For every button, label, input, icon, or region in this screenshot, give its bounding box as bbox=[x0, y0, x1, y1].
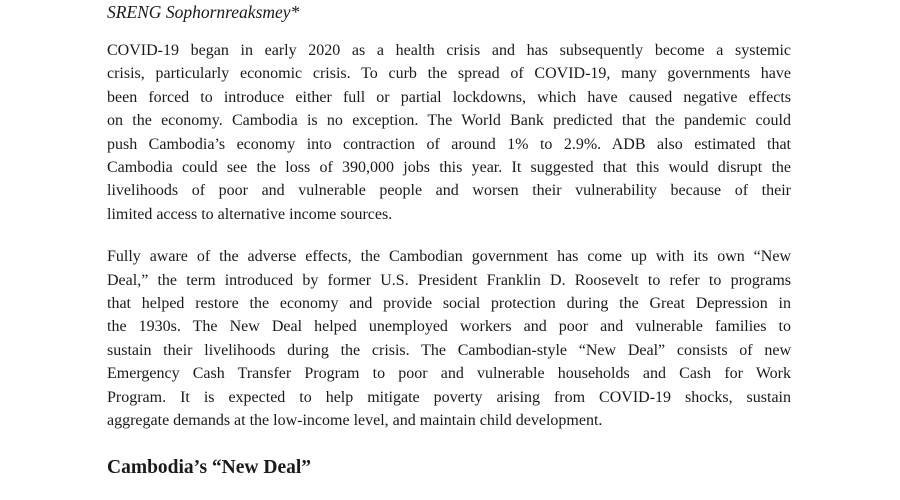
text-line: Cambodia could see the loss of 390,000 jobs this year. It suggested that this would disrupt the bbox=[107, 159, 791, 177]
text-line: push Cambodia’s economy into contraction of around 1% to 2.9%. ADB also estimated that bbox=[107, 135, 791, 153]
text-line: limited access to alternative income sources. bbox=[107, 205, 393, 223]
section-heading: Cambodia’s “New Deal” bbox=[107, 456, 312, 478]
text-line: been forced to introduce either full or partial lockdowns, which have caused negative effects bbox=[107, 88, 791, 106]
text-line: Deal,” the term introduced by former U.S. President Franklin D. Roosevelt to refer to programs bbox=[107, 271, 791, 289]
text-line: on the economy. Cambodia is no exception. The World Bank predicted that the pandemic could bbox=[107, 112, 791, 130]
paragraph bbox=[107, 39, 791, 226]
text-line: the 1930s. The New Deal helped unemployed workers and poor and vulnerable families to bbox=[107, 318, 791, 336]
text-line: crisis, particularly economic crisis. To curb the spread of COVID-19, many governments have bbox=[107, 65, 791, 83]
document-content bbox=[107, 0, 791, 481]
text-line: that helped restore the economy and provide social protection during the Great Depression in bbox=[107, 295, 791, 313]
paragraph bbox=[107, 245, 791, 432]
text-line: Fully aware of the adverse effects, the Cambodian government has come up with its own “New bbox=[107, 248, 791, 266]
text-line: livelihoods of poor and vulnerable people and worsen their vulnerability because of their bbox=[107, 182, 791, 200]
text-line: sustain their livelihoods during the crisis. The Cambodian-style “New Deal” consists of new bbox=[107, 341, 791, 359]
text-line: Program. It is expected to help mitigate poverty arising from COVID-19 shocks, sustain bbox=[107, 388, 791, 406]
text-line: Emergency Cash Transfer Program to poor and vulnerable households and Cash for Work bbox=[107, 365, 791, 383]
author-byline: SRENG Sophornreaksmey* bbox=[107, 2, 300, 22]
text-line: aggregate demands at the low-income level, and maintain child development. bbox=[107, 412, 603, 430]
body-paragraphs bbox=[107, 39, 791, 433]
text-line: COVID-19 began in early 2020 as a health crisis and has subsequently become a systemic bbox=[107, 42, 791, 59]
